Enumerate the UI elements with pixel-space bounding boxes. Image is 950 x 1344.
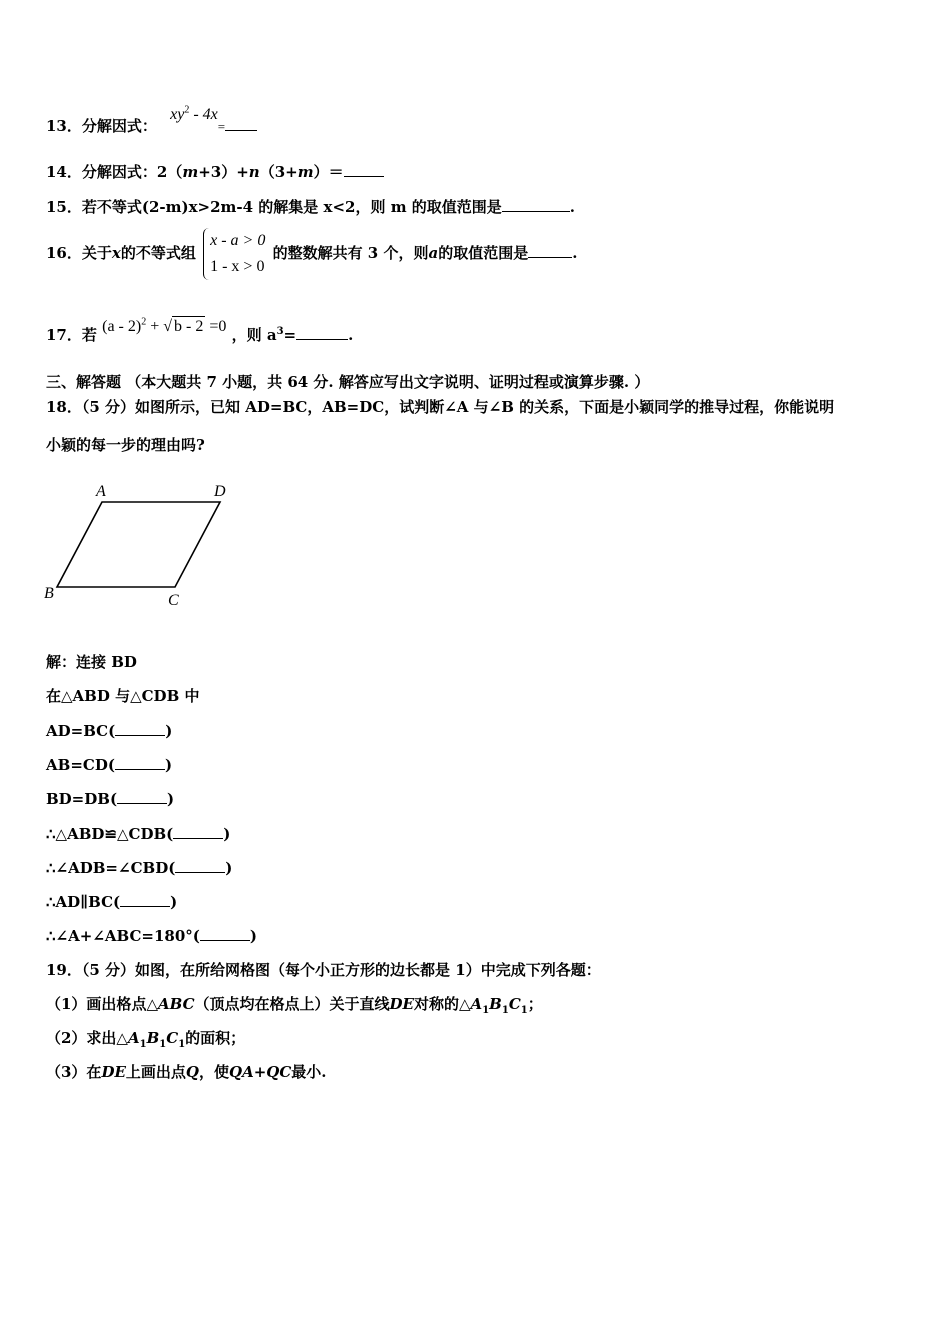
question-18-line2: 小颖的每一步的理由吗?	[46, 436, 205, 454]
reason-blank[interactable]	[120, 891, 170, 907]
parallelogram-abcd	[57, 502, 220, 587]
question-19-part2: （2）求出$\triangle A_1B_1C_1$的面积；	[46, 1029, 246, 1050]
parallelogram-figure	[40, 478, 240, 613]
label-a: A	[96, 483, 106, 500]
label-d: D	[214, 483, 226, 500]
reason-blank[interactable]	[117, 788, 167, 804]
proof-step: BD=DB( )	[46, 790, 175, 808]
section-heading: 三、解答题 （本大题共 7 小题，共 64 分. 解答应写出文字说明、证明过程或演算步骤. ）	[46, 373, 650, 391]
question-19-part3: （3）在DE上画出点Q，使QA+QC最小.	[46, 1063, 327, 1081]
label-b: B	[44, 585, 54, 602]
question-13: 13．分解因式： $xy^2 - 4x=$	[46, 115, 257, 137]
question-17: 17．若 (a - 2)$^2$ + √ b - 2 =0 ，则 $a^3=$ .	[46, 316, 354, 344]
q17-expression: (a - 2)$^2$ + √ b - 2 =0	[102, 316, 227, 335]
answer-blank[interactable]	[528, 242, 572, 258]
proof-step: ∴∠A+∠ABC=180°( )	[46, 927, 258, 945]
question-16: 16．关于x的不等式组 x - a > 0 1 - x > 0 的整数解共有 3 个，则a的取值范围是 .	[46, 228, 577, 280]
reason-blank[interactable]	[115, 720, 165, 736]
q13-expression: $xy^2 - 4x$	[170, 104, 218, 123]
proof-step: AD=BC( )	[46, 722, 173, 740]
proof-step: AB=CD( )	[46, 756, 173, 774]
proof-step: ∴AD∥BC( )	[46, 893, 178, 911]
question-18-line1: 18．（5 分）如图所示，已知 AD=BC，AB=DC，试判断∠A 与∠B 的关系，下面是小颖同学的推导过程，你能说明	[46, 398, 835, 416]
label-c: C	[168, 592, 179, 609]
answer-blank[interactable]	[344, 161, 384, 177]
reason-blank[interactable]	[175, 857, 225, 873]
answer-blank[interactable]	[502, 196, 570, 212]
inequality-system: x - a > 0 1 - x > 0	[203, 228, 265, 280]
question-15: 15．若不等式(2-m)x>2m-4 的解集是 x<2，则 m 的取值范围是 .	[46, 198, 576, 216]
proof-step: 解：连接 BD	[46, 653, 137, 671]
reason-blank[interactable]	[200, 925, 250, 941]
answer-blank[interactable]	[225, 115, 257, 131]
answer-blank[interactable]	[296, 324, 348, 340]
proof-step: ∴△ABD≌△CDB( )	[46, 825, 231, 843]
reason-blank[interactable]	[115, 754, 165, 770]
reason-blank[interactable]	[173, 823, 223, 839]
question-19-part1: （1）画出格点△ABC（顶点均在格点上）关于直线DE对称的$\triangle A_1B_1C_1$；	[46, 995, 543, 1016]
proof-step: 在△ABD 与△CDB 中	[46, 687, 200, 705]
question-14: 14．分解因式：2（m+3）+n（3+m）＝	[46, 161, 384, 182]
proof-step: ∴∠ADB=∠CBD( )	[46, 859, 233, 877]
question-19-line1: 19．（5 分）如图，在所给网格图（每个小正方形的边长都是 1）中完成下列各题：	[46, 961, 601, 979]
